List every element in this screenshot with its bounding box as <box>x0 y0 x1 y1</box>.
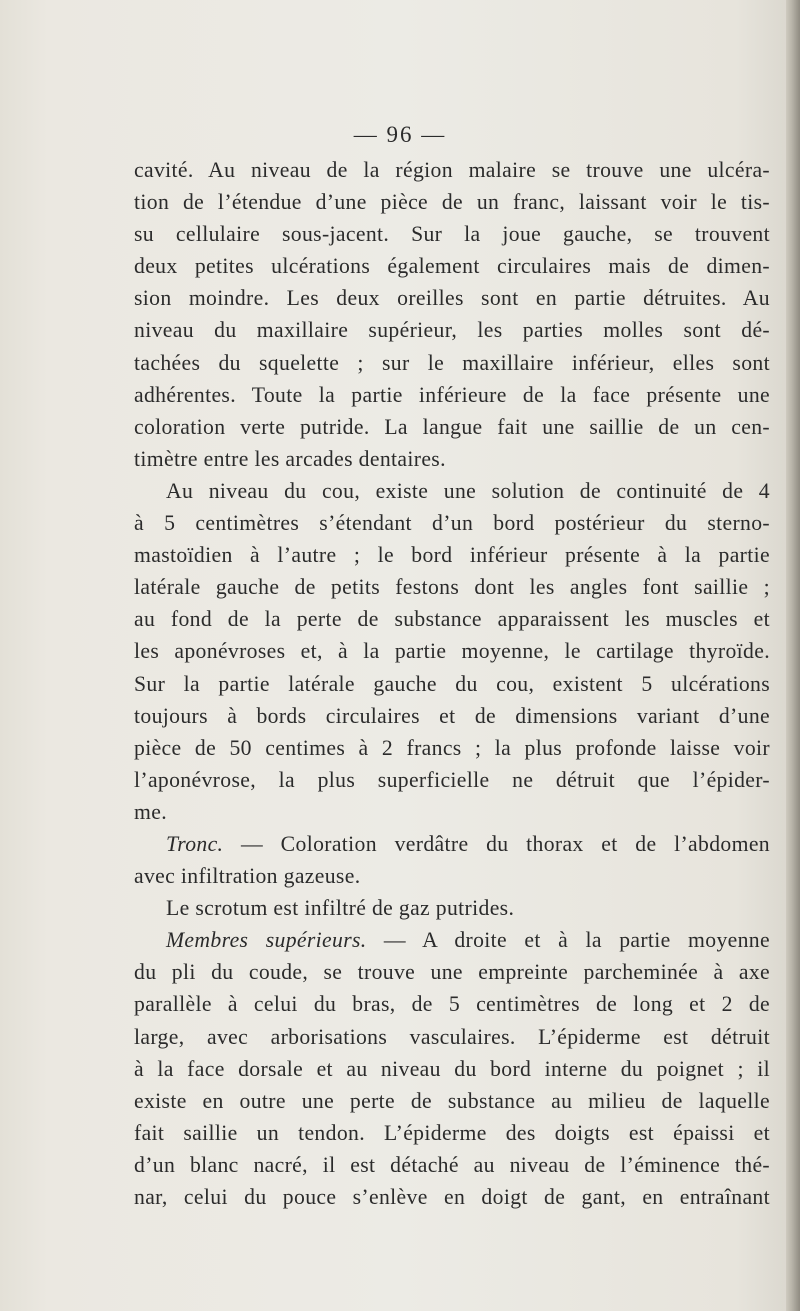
section-label-trunk: Tronc. <box>166 831 224 856</box>
text-line: Le scrotum est infiltré de gaz putrides. <box>166 896 515 921</box>
text-line: timètre entre les arcades dentaires. <box>134 446 446 471</box>
text-line: tion de l’étendue d’une pièce de un franc, laissant voir le tis- <box>134 190 770 215</box>
text-line: pièce de 50 centimes à 2 francs ; la plus profonde laisse voir <box>134 735 770 760</box>
text-line: coloration verte putride. La langue fait une saillie de un cen- <box>134 414 770 439</box>
paragraph-upper-limbs <box>134 924 770 1213</box>
text-line: niveau du maxillaire supérieur, les parties molles sont dé- <box>134 318 770 343</box>
text-line: nar, celui du pouce s’enlève en doigt de gant, en entraînant <box>134 1185 770 1209</box>
text-line: du pli du coude, se trouve une empreinte parcheminée à axe <box>134 960 770 985</box>
text-line: au fond de la perte de substance apparaissent les muscles et <box>134 607 770 632</box>
paragraph-face <box>134 154 770 475</box>
text-line: adhérentes. Toute la partie inférieure de la face présente une <box>134 382 770 407</box>
text-line: large, avec arborisations vasculaires. L’épiderme est détruit <box>134 1024 770 1049</box>
text-line: su cellulaire sous-jacent. Sur la joue gauche, se trouvent <box>134 222 770 247</box>
page-number: — 96 — <box>353 122 447 147</box>
paragraph-scrotum <box>134 892 770 924</box>
text-line: tachées du squelette ; sur le maxillaire inférieur, elles sont <box>134 350 770 375</box>
text-line: Au niveau du cou, existe une solution de continuité de 4 <box>166 478 770 503</box>
paragraph-trunk <box>134 828 770 892</box>
text-line: mastoïdien à l’autre ; le bord inférieur présente à la partie <box>134 543 770 568</box>
text-line: les aponévroses et, à la partie moyenne, le cartilage thyroïde. <box>134 639 770 664</box>
text-line: d’un blanc nacré, il est détaché au niveau de l’éminence thé- <box>134 1152 770 1177</box>
text-line: fait saillie un tendon. L’épiderme des doigts est épaissi et <box>134 1120 770 1145</box>
text-line <box>134 828 770 860</box>
text-line: existe en outre une perte de substance au milieu de laquelle <box>134 1088 770 1113</box>
text-line: deux petites ulcérations également circulaires mais de dimen- <box>134 254 770 279</box>
text-line: à 5 centimètres s’étendant d’un bord postérieur du sterno- <box>134 511 770 536</box>
text-line: latérale gauche de petits festons dont les angles font saillie ; <box>134 575 770 600</box>
text-line: à la face dorsale et au niveau du bord interne du poignet ; il <box>134 1056 770 1081</box>
text-line: parallèle à celui du bras, de 5 centimètres de long et 2 de <box>134 992 770 1017</box>
text-line: sion moindre. Les deux oreilles sont en partie détruites. Au <box>134 286 770 311</box>
text-line: avec infiltration gazeuse. <box>134 864 361 889</box>
text-line <box>134 924 770 956</box>
body-text <box>134 154 770 1213</box>
text-fragment: — A droite et à la partie moyenne <box>366 928 770 953</box>
text-line: l’aponévrose, la plus superficielle ne détruit que l’épider- <box>134 767 770 792</box>
text-fragment: — Coloration verdâtre du thorax et de l’abdomen <box>223 831 770 856</box>
page-edge-shadow <box>786 0 800 1311</box>
paragraph-neck <box>134 475 770 828</box>
text-line: cavité. Au niveau de la région malaire se trouve une ulcéra- <box>134 158 770 182</box>
text-line: Sur la partie latérale gauche du cou, existent 5 ulcérations <box>134 671 770 696</box>
section-label-upper-limbs: Membres supérieurs. <box>166 928 367 953</box>
text-line: toujours à bords circulaires et de dimensions variant d’une <box>134 703 770 728</box>
text-line: me. <box>134 799 167 824</box>
